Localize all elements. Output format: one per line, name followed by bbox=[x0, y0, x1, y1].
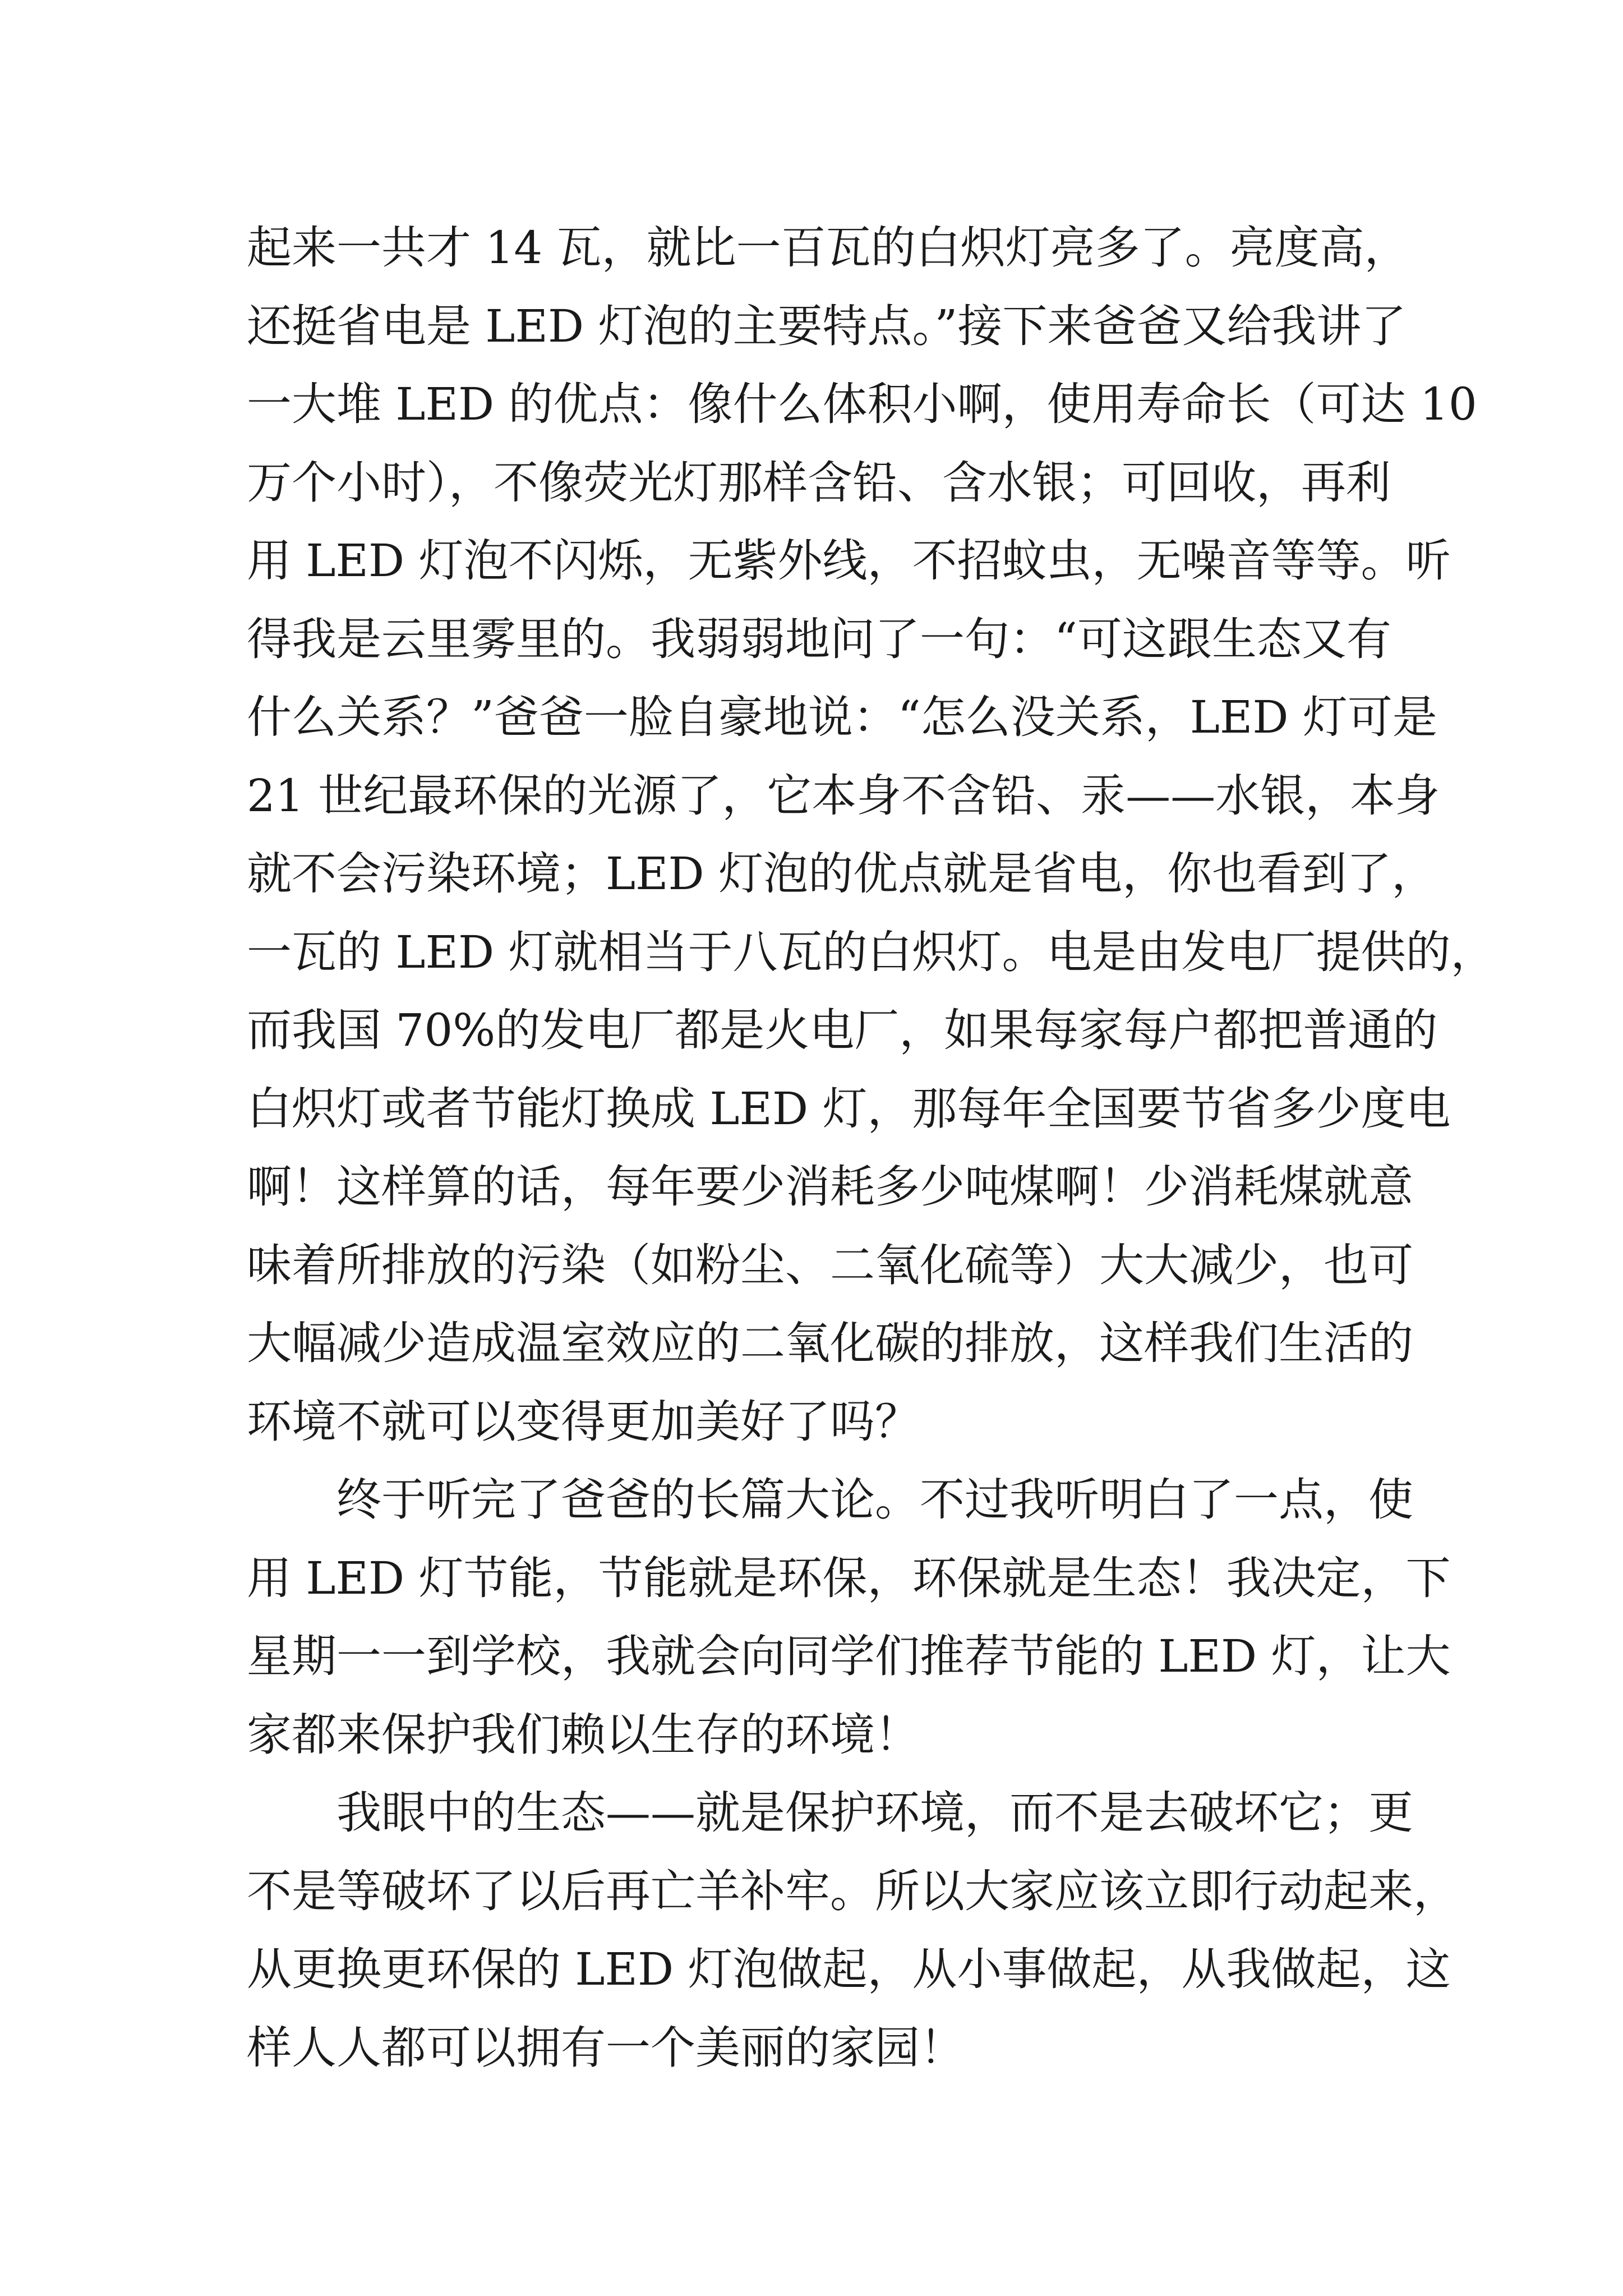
paragraph-1 bbox=[247, 209, 1496, 1461]
text-line: 一瓦的 LED 灯就相当于八瓦的白炽灯。电是由发电厂提供的， bbox=[247, 926, 1496, 978]
text-line: 一大堆 LED 的优点：像什么体积小啊，使用寿命长（可达 10 bbox=[247, 378, 1477, 430]
text-line: 不是等破坏了以后再亡羊补牢。所以大家应该立即行动起来， bbox=[247, 1865, 1458, 1917]
text-line: 21 世纪最环保的光源了，它本身不含铅、汞——水银，本身 bbox=[247, 769, 1440, 822]
text-line: 大幅减少造成温室效应的二氧化碳的排放，这样我们生活的 bbox=[247, 1317, 1413, 1369]
text-line: 用 LED 灯节能，节能就是环保，环保就是生态！我决定，下 bbox=[247, 1552, 1451, 1604]
text-line: 啊！这样算的话，每年要少消耗多少吨煤啊！少消耗煤就意 bbox=[247, 1161, 1413, 1213]
text-line: 白炽灯或者节能灯换成 LED 灯，那每年全国要节省多少度电 bbox=[247, 1082, 1451, 1135]
text-line: 环境不就可以变得更加美好了吗？ bbox=[247, 1395, 920, 1448]
paragraph-3 bbox=[247, 1774, 1458, 2087]
text-line: 星期一一到学校，我就会向同学们推荐节能的 LED 灯，让大 bbox=[247, 1630, 1451, 1682]
text-line: 万个小时），不像荧光灯那样含铅、含水银；可回收，再利 bbox=[247, 456, 1391, 509]
text-line: 得我是云里雾里的。我弱弱地问了一句：“可这跟生态又有 bbox=[247, 613, 1391, 665]
text-line: 还挺省电是 LED 灯泡的主要特点。”接下来爸爸又给我讲了 bbox=[247, 300, 1407, 352]
essay-body bbox=[247, 209, 1496, 2087]
text-line: 起来一共才 14 瓦，就比一百瓦的白炽灯亮多了。亮度高， bbox=[247, 222, 1409, 274]
text-line: 用 LED 灯泡不闪烁，无紫外线，不招蚊虫，无噪音等等。听 bbox=[247, 535, 1451, 587]
text-line: 什么关系？”爸爸一脸自豪地说：“怎么没关系，LED 灯可是 bbox=[247, 691, 1437, 743]
text-line: 就不会污染环境；LED 灯泡的优点就是省电，你也看到了， bbox=[247, 848, 1437, 900]
text-line: 我眼中的生态——就是保护环境，而不是去破坏它；更 bbox=[336, 1787, 1413, 1839]
text-line: 味着所排放的污染（如粉尘、二氧化硫等）大大减少，也可 bbox=[247, 1239, 1413, 1291]
text-line: 家都来保护我们赖以生存的环境！ bbox=[247, 1708, 920, 1761]
text-line: 而我国 70%的发电厂都是火电厂，如果每家每户都把普通的 bbox=[247, 1004, 1438, 1056]
text-line: 终于听完了爸爸的长篇大论。不过我听明白了一点，使 bbox=[336, 1474, 1413, 1526]
text-line: 从更换更环保的 LED 灯泡做起，从小事做起，从我做起，这 bbox=[247, 1943, 1451, 1995]
paragraph-2 bbox=[247, 1461, 1451, 1774]
text-line: 样人人都可以拥有一个美丽的家园！ bbox=[247, 2021, 965, 2074]
